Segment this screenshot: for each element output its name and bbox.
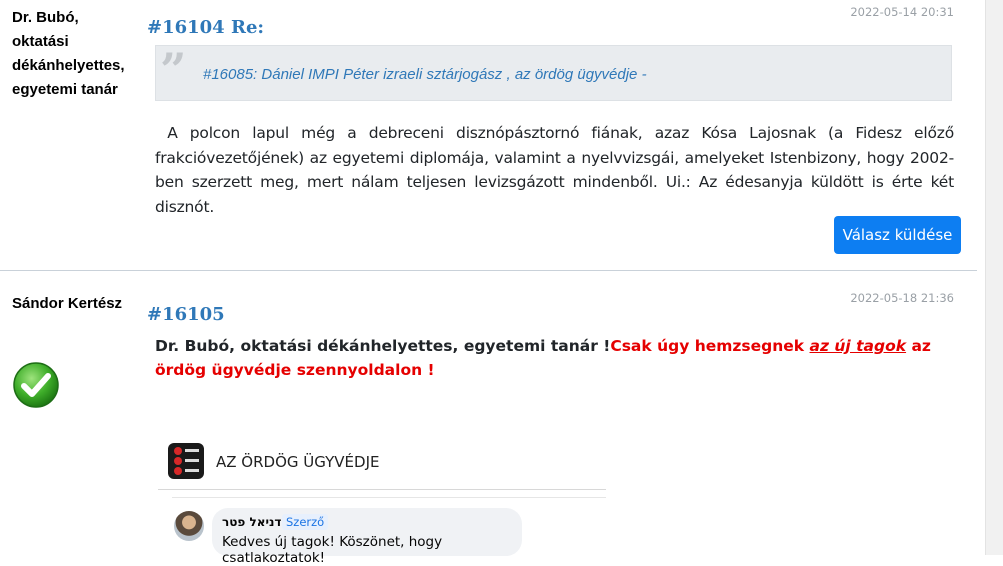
group-title: AZ ÖRDÖG ÜGYVÉDJE — [216, 453, 380, 471]
post-body-text: A polcon lapul még a debreceni disznópásztornó fiának, azaz Kósa Lajosnak (a Fidesz előző frakcióvezetőjének) az egyetemi diplomája, valamint a nyelvvizsgái, amelyeket Istenbizony, hogy 2002-ben szerzett meg, mert nálam teljesen levizsgázott mindenből. Ui.: Az édesanyja küldött is érte két disznót. — [155, 124, 954, 216]
mention-suffix: ! — [597, 337, 611, 355]
highlight-text-end: az ördög ügyvédje szennyoldalon ! — [155, 337, 931, 379]
post-number[interactable] — [147, 304, 225, 325]
post-body — [155, 334, 955, 382]
highlight-text: Csak úgy hemzsegnek — [610, 337, 810, 355]
group-logo-icon — [168, 443, 204, 479]
author-badge: Szerző — [282, 514, 328, 530]
post-title-suffix: Re: — [231, 17, 265, 38]
scrollbar[interactable] — [985, 0, 1003, 555]
post-body — [155, 121, 954, 219]
post-author: Dr. Bubó, oktatási dékánhelyettes, egyetemi tanár — [12, 9, 125, 98]
reply-button[interactable]: Válasz küldése — [834, 216, 961, 254]
quote-mark-icon: ” — [160, 43, 187, 97]
comment-text: Kedves új tagok! Köszönet, hogy csatlakoztatok! — [222, 534, 443, 566]
avatar — [174, 511, 204, 541]
quote-block — [155, 45, 952, 101]
highlight-link[interactable]: az új tagok — [809, 337, 907, 355]
mention-text: Dr. Bubó, oktatási dékánhelyettes, egyetemi tanár — [155, 337, 598, 355]
post-date: 2022-05-18 21:36 — [850, 291, 954, 305]
post-number[interactable] — [147, 17, 264, 38]
embedded-screenshot — [166, 441, 616, 566]
divider — [172, 497, 606, 498]
post-number-link[interactable]: #16105 — [147, 304, 225, 325]
post-author: Sándor Kertész — [12, 295, 123, 312]
post-date: 2022-05-14 20:31 — [850, 5, 954, 19]
divider — [158, 489, 606, 490]
post-number-link[interactable]: #16104 — [147, 17, 225, 38]
quoted-post-link[interactable]: #16085: Dániel IMPI Péter izraeli sztárjogász , az ördög ügyvédje - — [203, 66, 647, 83]
checkmark-icon — [12, 361, 60, 409]
forum-post — [0, 0, 977, 271]
forum-post — [0, 271, 977, 566]
comment-bubble — [212, 508, 522, 566]
comment-author: דניאל פטר — [222, 515, 282, 529]
